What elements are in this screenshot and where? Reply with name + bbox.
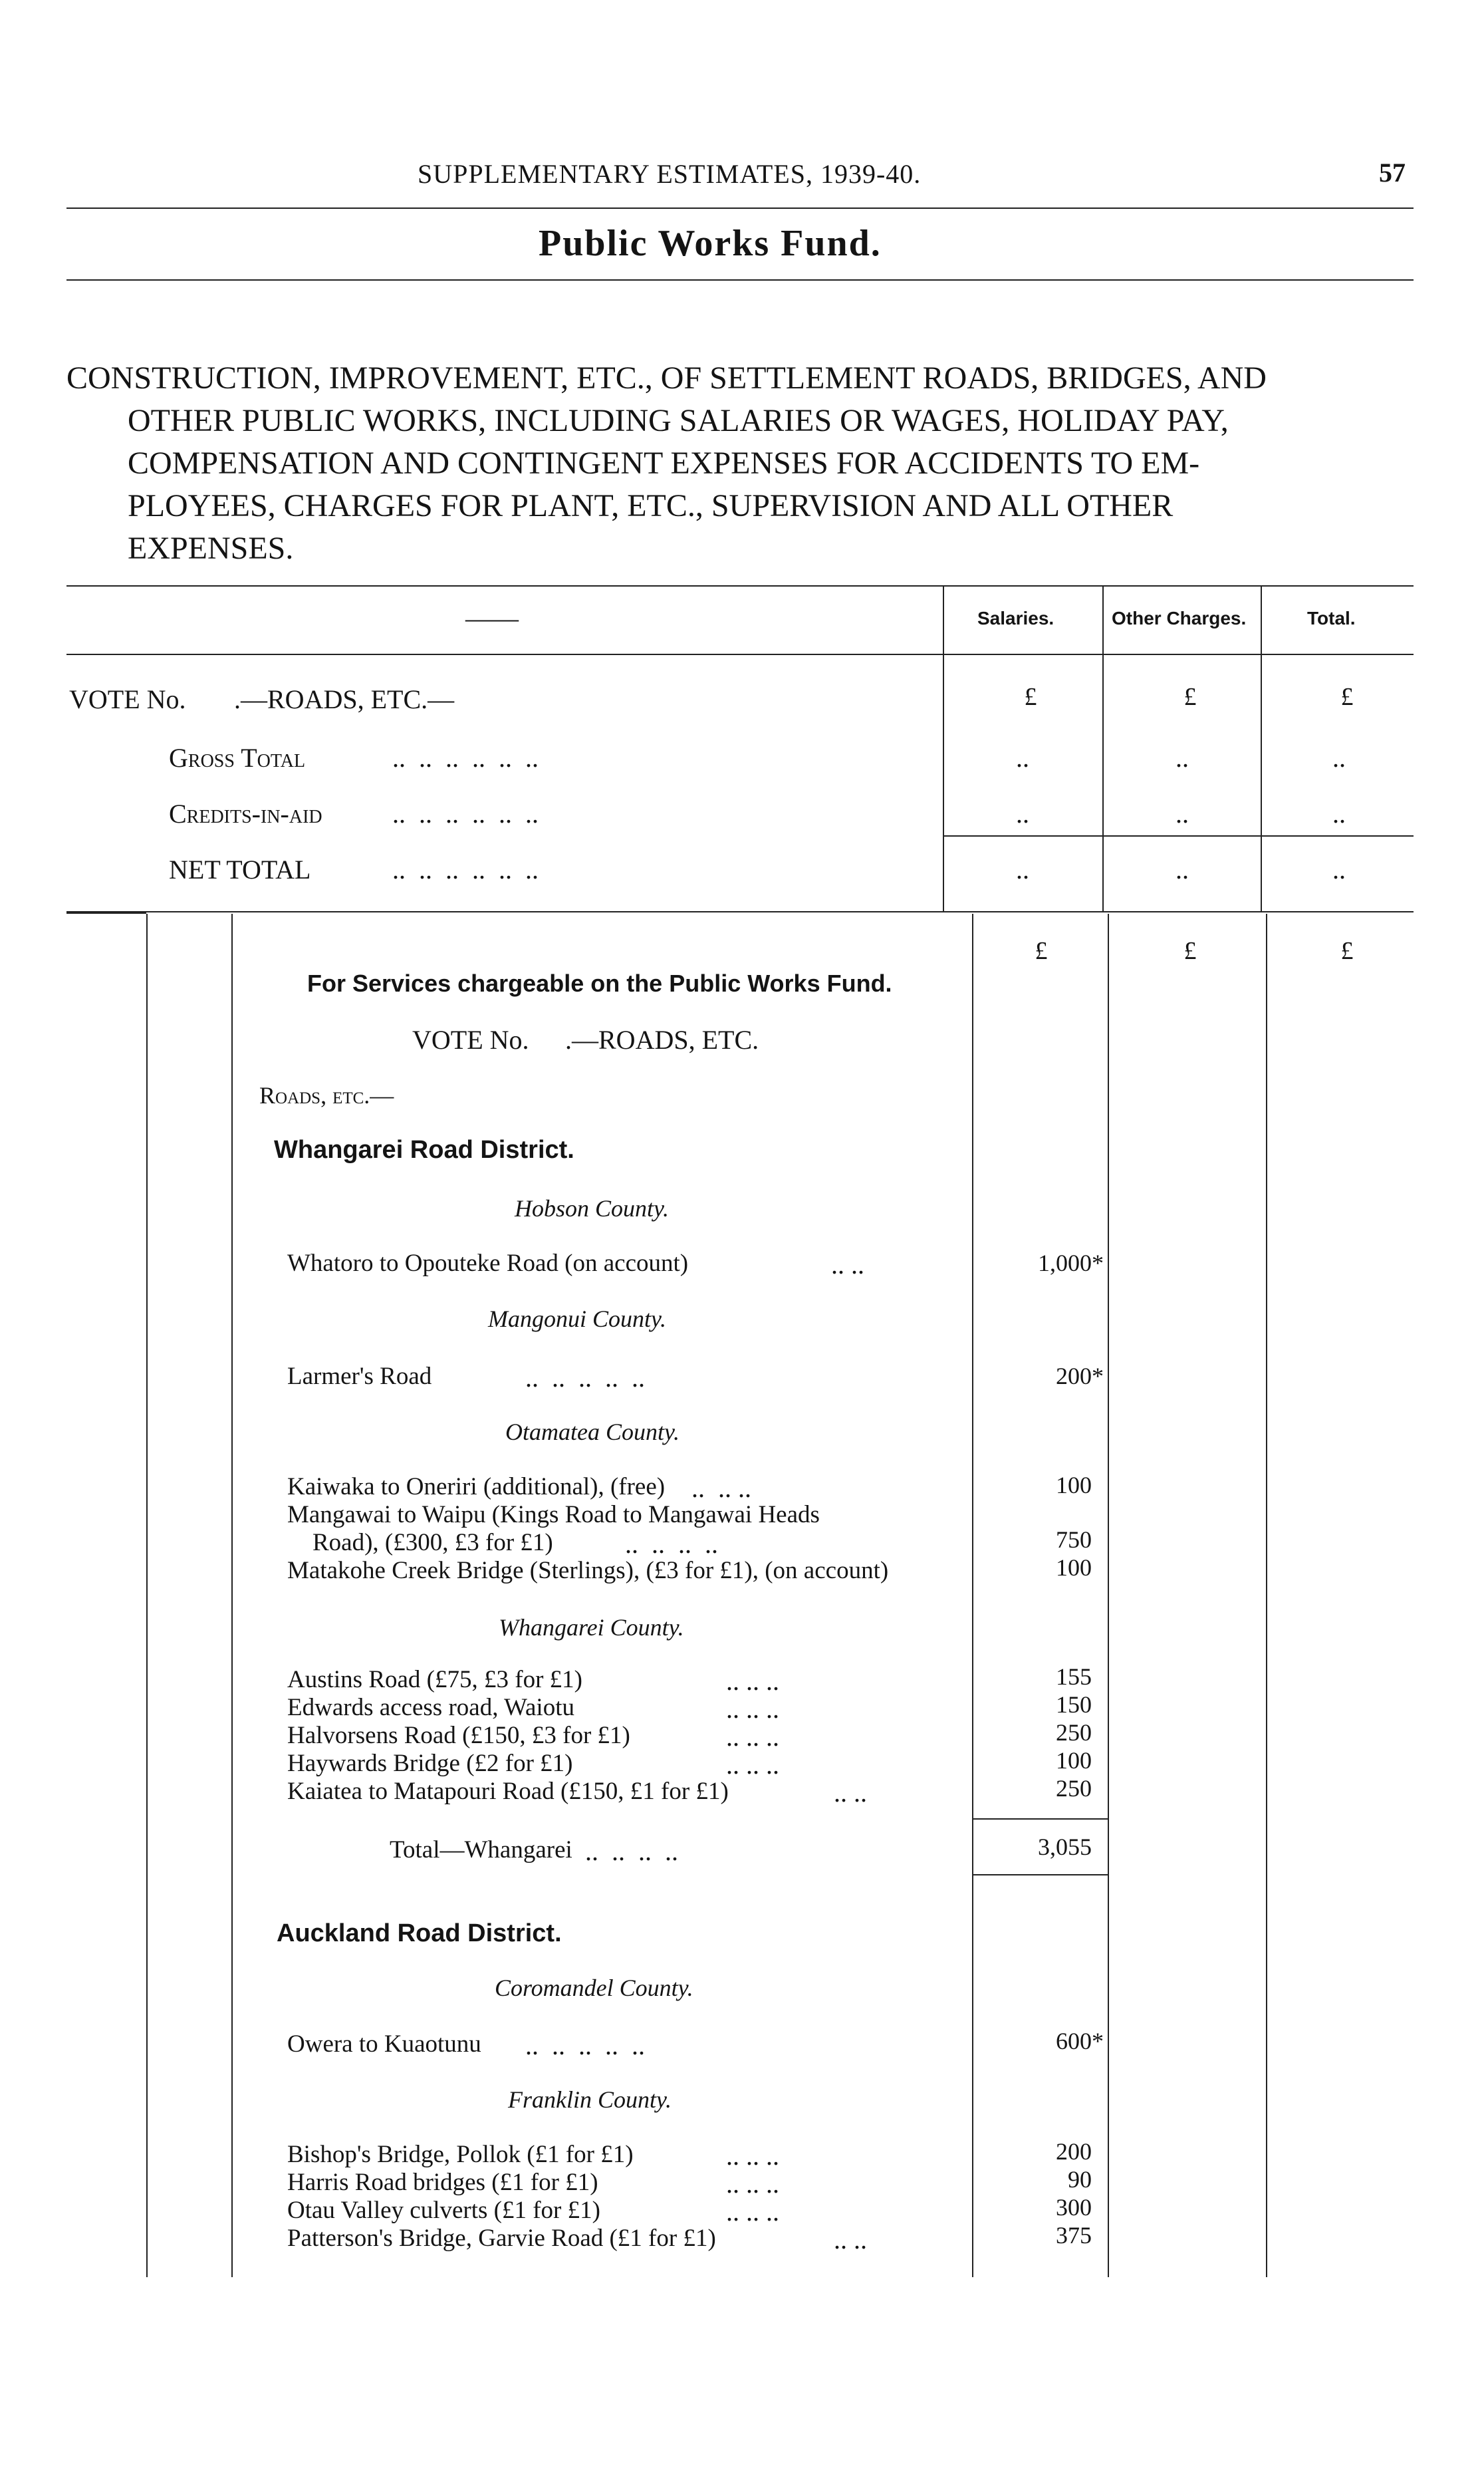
- item-label: Otau Valley culverts (£1 for £1): [287, 2197, 600, 2224]
- col-other-charges: Other Charges.: [1112, 608, 1247, 628]
- subtotal-rule: [973, 1818, 1108, 1820]
- credits-other: ..: [1175, 799, 1189, 829]
- item-value: 100: [1056, 1472, 1092, 1498]
- leader-dots: .. .. .. .. ..: [525, 1363, 645, 1393]
- item-label: Halvorsens Road (£150, £3 for £1): [287, 1722, 630, 1749]
- item-label: Kaiwaka to Oneriri (additional), (free): [287, 1473, 666, 1500]
- col-total: Total.: [1307, 608, 1356, 628]
- leader-dots: .. .. ..: [726, 2141, 779, 2171]
- summary-col-rule-3: [1261, 587, 1262, 911]
- leader-dots: .. .. ..: [691, 1473, 751, 1503]
- summary-header-rule: [66, 654, 1414, 655]
- net-total-label: NET TOTAL: [169, 855, 311, 885]
- gross-total-label: Gross Total: [169, 743, 306, 773]
- header-rule: [66, 207, 1414, 209]
- credits-in-aid-label: Credits-in-aid: [169, 799, 322, 829]
- heading-line-5: EXPENSES.: [128, 531, 294, 566]
- item-value: 375: [1056, 2222, 1092, 2249]
- item-label: Kaiatea to Matapouri Road (£150, £1 for £1): [287, 1778, 729, 1805]
- county-mangonui: Mangonui County.: [488, 1306, 666, 1332]
- item-value: 250: [1056, 1719, 1092, 1746]
- county-otamatea: Otamatea County.: [505, 1419, 680, 1445]
- leader-dots: .. .. .. .. .. ..: [392, 743, 539, 773]
- leader-dots: .. ..: [831, 1250, 864, 1280]
- summary-currency-other: £: [1183, 683, 1197, 711]
- heading-line-1: CONSTRUCTION, IMPROVEMENT, ETC., OF SETTLEMENT ROADS, BRIDGES, AND: [66, 360, 1267, 396]
- detail-col-rule-2: [1108, 914, 1109, 2277]
- fund-title: Public Works Fund.: [539, 223, 882, 264]
- leader-dots: .. .. ..: [726, 1750, 779, 1780]
- credits-total: ..: [1332, 799, 1346, 829]
- item-label: Whatoro to Opouteke Road (on account): [287, 1250, 689, 1277]
- item-value: 250: [1056, 1775, 1092, 1802]
- summary-vote-suffix: .—ROADS, ETC.—: [234, 684, 455, 714]
- summary-subtotal-rule: [943, 835, 1414, 837]
- item-label: Owera to Kuaotunu: [287, 2030, 481, 2058]
- item-label: Bishop's Bridge, Pollok (£1 for £1): [287, 2141, 634, 2168]
- item-value: 155: [1056, 1663, 1092, 1690]
- item-value: 1,000*: [1038, 1250, 1104, 1276]
- gross-other: ..: [1175, 743, 1189, 773]
- col-salaries: Salaries.: [977, 608, 1054, 628]
- item-value: 750: [1056, 1526, 1092, 1553]
- net-salaries: ..: [1016, 855, 1029, 885]
- leader-dots: .. .. .. .. .. ..: [392, 855, 539, 885]
- detail-col-rule-3: [1266, 914, 1267, 2277]
- heading-line-4: PLOYEES, CHARGES FOR PLANT, ETC., SUPERVISION AND ALL OTHER: [128, 488, 1174, 523]
- item-label: Mangawai to Waipu (Kings Road to Mangawai Heads: [287, 1501, 820, 1528]
- item-label: Harris Road bridges (£1 for £1): [287, 2169, 598, 2196]
- item-label: Austins Road (£75, £3 for £1): [287, 1666, 582, 1693]
- leader-dots: .. .. .. ..: [625, 1529, 718, 1559]
- item-label: Edwards access road, Waiotu: [287, 1694, 574, 1721]
- services-title: For Services chargeable on the Public Works Fund.: [307, 970, 892, 997]
- item-value: 100: [1056, 1747, 1092, 1774]
- summary-bottom-rule: [66, 911, 1414, 912]
- item-value: 100: [1056, 1554, 1092, 1581]
- total-whangarei-value: 3,055: [1038, 1834, 1092, 1860]
- district-auckland: Auckland Road District.: [277, 1919, 562, 1947]
- item-value: 200: [1056, 2138, 1092, 2165]
- item-value: 90: [1068, 2166, 1092, 2193]
- county-franklin: Franklin County.: [508, 2086, 672, 2113]
- running-title: SUPPLEMENTARY ESTIMATES, 1939-40.: [418, 159, 922, 189]
- leader-dots: .. .. ..: [726, 1722, 779, 1752]
- fund-rule: [66, 279, 1414, 281]
- item-label: Matakohe Creek Bridge (Sterlings), (£3 for £1), (on account): [287, 1557, 889, 1584]
- detail-col-rule-1: [972, 914, 973, 2277]
- header-dash: ——: [465, 603, 519, 633]
- leader-dots: .. .. ..: [726, 2197, 779, 2227]
- leader-dots: .. .. ..: [726, 2169, 779, 2199]
- heading-line-2: OTHER PUBLIC WORKS, INCLUDING SALARIES OR WAGES, HOLIDAY PAY,: [128, 403, 1229, 438]
- item-label: Haywards Bridge (£2 for £1): [287, 1750, 573, 1777]
- detail-currency-salaries: £: [1035, 937, 1048, 965]
- roads-label: Roads, etc.—: [259, 1082, 394, 1109]
- leader-dots: .. .. ..: [726, 1666, 779, 1696]
- detail-vote-suffix: .—ROADS, ETC.: [565, 1025, 759, 1055]
- county-coromandel: Coromandel County.: [495, 1975, 693, 2001]
- summary-vote-label: VOTE No.: [69, 684, 186, 714]
- item-value: 300: [1056, 2194, 1092, 2221]
- total-whangarei-label: Total—Whangarei: [390, 1836, 572, 1863]
- county-whangarei: Whangarei County.: [499, 1614, 684, 1641]
- summary-currency-total: £: [1340, 683, 1354, 711]
- detail-top-rule-left: [66, 912, 146, 914]
- detail-left-rule-1: [146, 914, 148, 2277]
- county-hobson: Hobson County.: [515, 1195, 670, 1222]
- item-value: 200*: [1056, 1363, 1104, 1389]
- leader-dots: .. ..: [834, 1778, 867, 1808]
- detail-left-rule-2: [231, 914, 233, 2277]
- leader-dots: .. .. ..: [726, 1694, 779, 1724]
- heading-line-3: COMPENSATION AND CONTINGENT EXPENSES FOR ACCIDENTS TO EM-: [128, 446, 1200, 481]
- item-label: Patterson's Bridge, Garvie Road (£1 for £1): [287, 2225, 716, 2252]
- subtotal-bottom-rule: [973, 1874, 1108, 1875]
- leader-dots: .. .. .. ..: [585, 1836, 678, 1866]
- credits-salaries: ..: [1016, 799, 1029, 829]
- gross-total: ..: [1332, 743, 1346, 773]
- net-total: ..: [1332, 855, 1346, 885]
- net-other: ..: [1175, 855, 1189, 885]
- summary-col-rule-1: [943, 587, 944, 911]
- leader-dots: .. .. .. .. ..: [525, 2030, 645, 2060]
- summary-currency-salaries: £: [1024, 683, 1037, 711]
- summary-top-rule: [66, 585, 1414, 587]
- item-value: 150: [1056, 1691, 1092, 1718]
- item-label-cont: Road), (£300, £3 for £1): [312, 1529, 553, 1556]
- leader-dots: .. .. .. .. .. ..: [392, 799, 539, 829]
- detail-currency-total: £: [1340, 937, 1354, 965]
- detail-currency-other: £: [1183, 937, 1197, 965]
- leader-dots: .. ..: [834, 2225, 867, 2255]
- gross-salaries: ..: [1016, 743, 1029, 773]
- page-number: 57: [1379, 158, 1406, 188]
- detail-vote-label: VOTE No.: [412, 1025, 529, 1055]
- district-whangarei: Whangarei Road District.: [274, 1136, 574, 1164]
- item-label: Larmer's Road: [287, 1363, 432, 1390]
- item-value: 600*: [1056, 2028, 1104, 2054]
- summary-col-rule-2: [1102, 587, 1104, 911]
